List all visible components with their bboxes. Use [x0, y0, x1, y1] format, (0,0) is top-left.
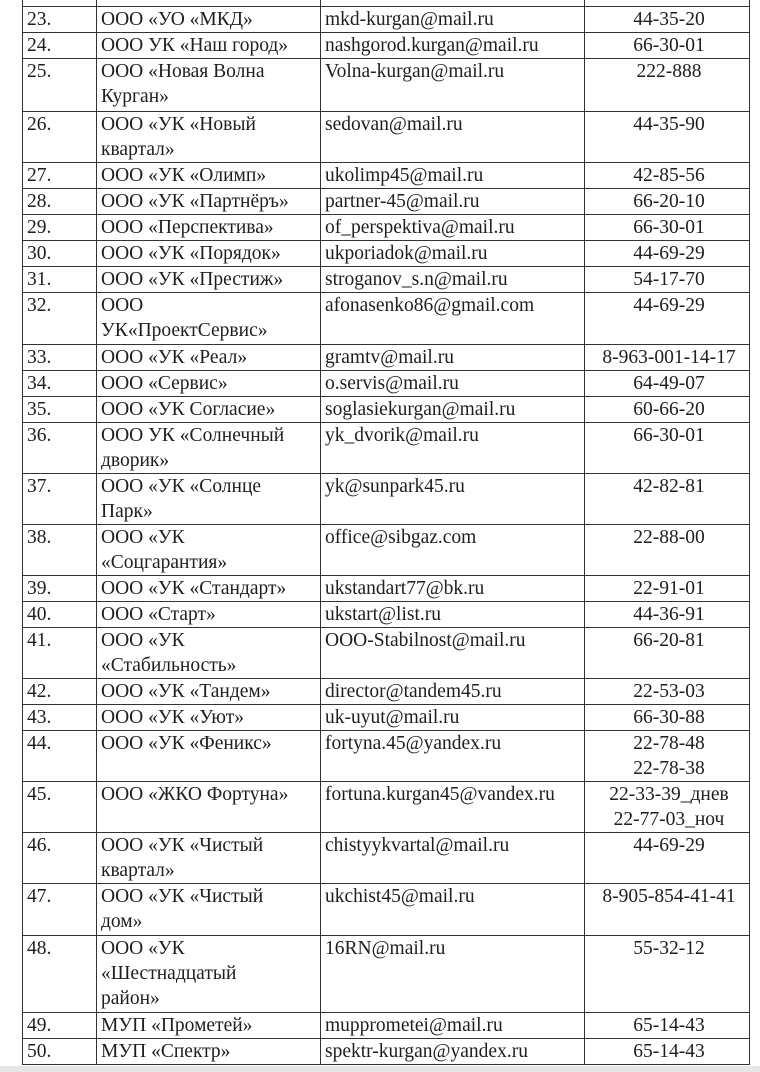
table-row [23, 884, 750, 936]
company-name: ООО «УК «Партнёръ» [97, 189, 321, 215]
row-number: 23. [23, 7, 97, 33]
company-phone: 8-905-854-41-41 [585, 884, 750, 936]
company-phone: 54-17-70 [585, 267, 750, 293]
company-phone: 22-33-39_днев 22-77-03_ноч [585, 782, 750, 833]
company-phone: 44-69-29 [585, 833, 750, 884]
company-phone: 66-30-88 [585, 705, 750, 731]
table-row [23, 267, 750, 293]
table-row [23, 576, 750, 602]
company-name: МУП «Спектр» [97, 1039, 321, 1065]
company-name: ООО «УК «Феникс» [97, 731, 321, 782]
company-email: fortyna.45@yandex.ru [321, 731, 585, 782]
company-phone: 66-30-01 [585, 215, 750, 241]
table-row [23, 782, 750, 833]
company-email: sedovan@mail.ru [321, 112, 585, 163]
row-number: 25. [23, 59, 97, 112]
table-row [23, 241, 750, 267]
company-phone: 22-78-48 22-78-38 [585, 731, 750, 782]
table-row [23, 163, 750, 189]
company-phone: 44-69-29 [585, 293, 750, 345]
table-row [23, 679, 750, 705]
table-body [23, 0, 750, 1065]
company-email: yk@sunpark45.ru [321, 474, 585, 525]
row-number: 38. [23, 525, 97, 576]
company-email: of_perspektiva@mail.ru [321, 215, 585, 241]
row-number: 48. [23, 936, 97, 1013]
company-name: ООО «УК Согласие» [97, 397, 321, 423]
table-row [23, 423, 750, 474]
company-email: 16RN@mail.ru [321, 936, 585, 1013]
row-number: 35. [23, 397, 97, 423]
row-number: 46. [23, 833, 97, 884]
company-phone: 66-30-01 [585, 33, 750, 59]
company-phone: 44-36-91 [585, 602, 750, 628]
company-email: chistyykvartal@mail.ru [321, 833, 585, 884]
company-email: office@sibgaz.com [321, 525, 585, 576]
table-row [23, 936, 750, 1013]
company-email: ukolimp45@mail.ru [321, 163, 585, 189]
company-email: mupprometei@mail.ru [321, 1013, 585, 1039]
company-email: director@tandem45.ru [321, 679, 585, 705]
company-phone: 66-20-81 [585, 628, 750, 679]
table-row [23, 525, 750, 576]
company-phone: 64-49-07 [585, 371, 750, 397]
company-email: mkd-kurgan@mail.ru [321, 7, 585, 33]
row-number: 41. [23, 628, 97, 679]
row-number: 49. [23, 1013, 97, 1039]
row-number: 34. [23, 371, 97, 397]
company-email: spektr-kurgan@yandex.ru [321, 1039, 585, 1065]
company-name: ООО «УК «Шестнадцатый район» [97, 936, 321, 1013]
company-email: uk-uyut@mail.ru [321, 705, 585, 731]
company-name: ООО «Новая Волна Курган» [97, 59, 321, 112]
company-name: ООО «ЖКО Фортуна» [97, 782, 321, 833]
row-number: 44. [23, 731, 97, 782]
table-row [23, 705, 750, 731]
row-number: 43. [23, 705, 97, 731]
table-row [23, 833, 750, 884]
row-number: 30. [23, 241, 97, 267]
company-phone: 44-35-90 [585, 112, 750, 163]
company-phone: 65-14-43 [585, 1013, 750, 1039]
table-row [23, 397, 750, 423]
company-phone: 22-88-00 [585, 525, 750, 576]
company-email: ukchist45@mail.ru [321, 884, 585, 936]
table-row [23, 1039, 750, 1065]
row-number: 36. [23, 423, 97, 474]
table-row [23, 112, 750, 163]
company-name: ООО «УК «Стандарт» [97, 576, 321, 602]
table-row [23, 7, 750, 33]
company-phone: 8-963-001-14-17 [585, 345, 750, 371]
row-number: 27. [23, 163, 97, 189]
company-name: ООО «УК «Реал» [97, 345, 321, 371]
company-phone: 66-30-01 [585, 423, 750, 474]
company-name: МУП «Прометей» [97, 1013, 321, 1039]
company-email: Volna-kurgan@mail.ru [321, 59, 585, 112]
company-name: ООО «УК «Тандем» [97, 679, 321, 705]
company-name: ООО «УК «Чистый дом» [97, 884, 321, 936]
company-name: ООО «УК «Солнце Парк» [97, 474, 321, 525]
company-email: afonasenko86@gmail.com [321, 293, 585, 345]
company-name: ООО «УК «Стабильность» [97, 628, 321, 679]
table-row [23, 33, 750, 59]
table-row [23, 345, 750, 371]
row-number: 37. [23, 474, 97, 525]
management-companies-table [22, 0, 750, 1065]
company-phone: 66-20-10 [585, 189, 750, 215]
row-number: 33. [23, 345, 97, 371]
company-name: ООО УК «Солнечный дворик» [97, 423, 321, 474]
row-number: 26. [23, 112, 97, 163]
row-number: 39. [23, 576, 97, 602]
company-email: nashgorod.kurgan@mail.ru [321, 33, 585, 59]
company-email: soglasiekurgan@mail.ru [321, 397, 585, 423]
company-email: stroganov_s.n@mail.ru [321, 267, 585, 293]
company-name: ООО «Сервис» [97, 371, 321, 397]
company-name: ООО «Перспектива» [97, 215, 321, 241]
table-row [23, 59, 750, 112]
table-row [23, 602, 750, 628]
table-row [23, 371, 750, 397]
company-email: partner-45@mail.ru [321, 189, 585, 215]
row-number: 45. [23, 782, 97, 833]
row-number: 31. [23, 267, 97, 293]
company-name: ООО «УК «Новый квартал» [97, 112, 321, 163]
company-email: ukporiadok@mail.ru [321, 241, 585, 267]
company-name: ООО «УО «МКД» [97, 7, 321, 33]
company-phone: 44-35-20 [585, 7, 750, 33]
company-name: ООО «УК «Уют» [97, 705, 321, 731]
company-email: gramtv@mail.ru [321, 345, 585, 371]
row-number: 24. [23, 33, 97, 59]
company-phone: 22-91-01 [585, 576, 750, 602]
company-phone: 55-32-12 [585, 936, 750, 1013]
table-row [23, 731, 750, 782]
company-phone: 222-888 [585, 59, 750, 112]
company-phone: 42-82-81 [585, 474, 750, 525]
company-name: ООО УК «Наш город» [97, 33, 321, 59]
company-email: yk_dvorik@mail.ru [321, 423, 585, 474]
row-number: 47. [23, 884, 97, 936]
company-phone: 65-14-43 [585, 1039, 750, 1065]
company-email: ukstart@list.ru [321, 602, 585, 628]
table-row [23, 215, 750, 241]
company-phone: 42-85-56 [585, 163, 750, 189]
table-row [23, 189, 750, 215]
company-email: fortuna.kurgan45@vandex.ru [321, 782, 585, 833]
company-name: ООО «Старт» [97, 602, 321, 628]
row-number: 28. [23, 189, 97, 215]
company-phone: 60-66-20 [585, 397, 750, 423]
company-phone: 22-53-03 [585, 679, 750, 705]
company-name: ООО «УК «Соцгарантия» [97, 525, 321, 576]
row-number: 32. [23, 293, 97, 345]
company-email: ukstandart77@bk.ru [321, 576, 585, 602]
table-row [23, 628, 750, 679]
company-name: ООО УК«ПроектСервис» [97, 293, 321, 345]
company-email: OOO-Stabilnost@mail.ru [321, 628, 585, 679]
row-number: 50. [23, 1039, 97, 1065]
company-phone: 44-69-29 [585, 241, 750, 267]
page-bottom-edge [0, 1066, 760, 1072]
row-number: 42. [23, 679, 97, 705]
company-name: ООО «УК «Олимп» [97, 163, 321, 189]
table-row [23, 474, 750, 525]
company-name: ООО «УК «Порядок» [97, 241, 321, 267]
row-number: 29. [23, 215, 97, 241]
company-name: ООО «УК «Чистый квартал» [97, 833, 321, 884]
table-row [23, 1013, 750, 1039]
row-number: 40. [23, 602, 97, 628]
company-email: o.servis@mail.ru [321, 371, 585, 397]
company-name: ООО «УК «Престиж» [97, 267, 321, 293]
table-row [23, 293, 750, 345]
